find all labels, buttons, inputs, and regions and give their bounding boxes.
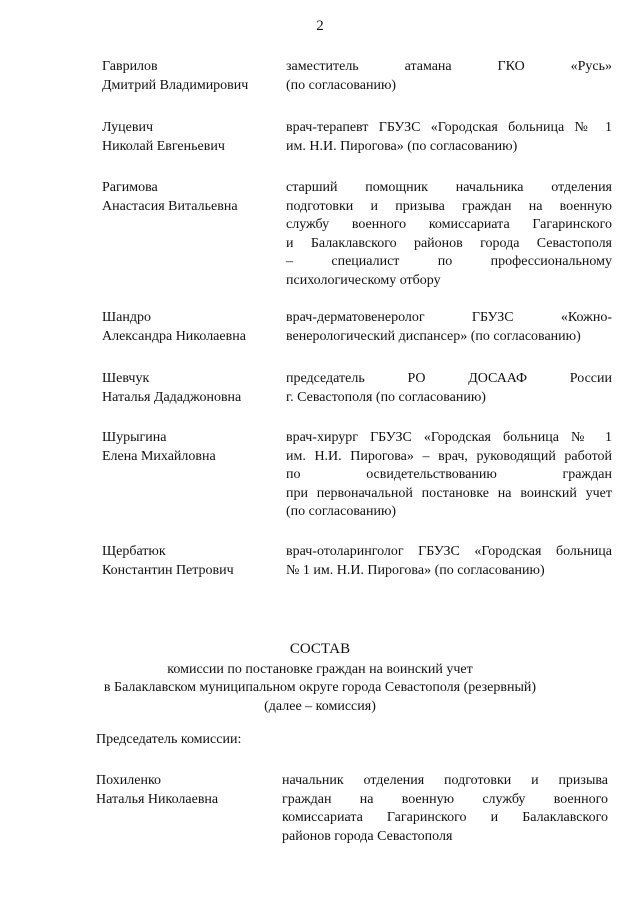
- chair-role-line: комиссариата Гагаринского и Балаклавского: [282, 810, 608, 825]
- chair-role-line: граждан на военную службу военного: [282, 791, 608, 807]
- member-surname: Луцевич: [102, 120, 153, 135]
- section-subtitle-line: (далее – комиссия): [264, 698, 376, 714]
- member-role-line: и Балаклавского районов города Севастополя: [286, 235, 612, 251]
- member-role-line: по освидетельствованию граждан: [286, 467, 612, 482]
- member-role-line: венерологический диспансер» (по согласованию): [286, 328, 581, 344]
- member-role-line: врач-дерматовенеролог ГБУЗС «Кожно-: [286, 310, 612, 325]
- member-name: [102, 370, 277, 407]
- member-surname: Гаврилов: [102, 59, 158, 74]
- composition-heading: [0, 640, 640, 716]
- member-role: [286, 543, 612, 580]
- chair-role: [282, 772, 608, 846]
- member-role-line: № 1 им. Н.И. Пирогова» (по согласованию): [286, 562, 545, 578]
- member-name: [102, 119, 277, 156]
- member-role-line: им. Н.И. Пирогова» – врач, руководящий работой: [286, 448, 612, 464]
- member-role: [286, 179, 612, 290]
- member-role-line: председатель РО ДОСААФ России: [286, 371, 612, 386]
- member-role-line: службу военного комиссариата Гагаринского: [286, 217, 612, 232]
- member-name: [102, 543, 277, 580]
- member-role-line: при первоначальной постановке на воинский учет: [286, 485, 612, 501]
- member-role: [286, 429, 612, 522]
- member-role-line: подготовки и призыва граждан на военную: [286, 198, 612, 214]
- member-role-line: старший помощник начальника отделения: [286, 180, 612, 195]
- member-given-names: Дмитрий Владимирович: [102, 77, 249, 93]
- member-role-line: врач-терапевт ГБУЗС «Городская больница № 1: [286, 120, 612, 135]
- member-given-names: Александра Николаевна: [102, 328, 246, 344]
- chair-name: [96, 772, 271, 809]
- member-role-line: им. Н.И. Пирогова» (по согласованию): [286, 138, 518, 154]
- member-surname: Шандро: [102, 310, 151, 325]
- member-role-line: заместитель атамана ГКО «Русь»: [286, 59, 612, 74]
- member-name: [102, 429, 277, 466]
- member-role-line: – специалист по профессиональному: [286, 254, 612, 269]
- member-surname: Шевчук: [102, 371, 150, 386]
- section-subtitle-line: в Балаклавском муниципальном округе города Севастополя (резервный): [103, 680, 537, 695]
- member-role-line: врач-хирург ГБУЗС «Городская больница № 1: [286, 430, 612, 445]
- member-role: [286, 58, 612, 95]
- page-number: 2: [316, 18, 324, 34]
- member-given-names: Николай Евгеньевич: [102, 138, 225, 154]
- section-subtitle-line: комиссии по постановке граждан на воинский учет: [167, 661, 473, 677]
- member-given-names: Елена Михайловна: [102, 448, 216, 464]
- member-name: [102, 58, 277, 95]
- member-role: [286, 309, 612, 346]
- member-given-names: Наталья Дададжоновна: [102, 389, 242, 405]
- member-surname: Шурыгина: [102, 430, 167, 445]
- member-role-line: (по согласованию): [286, 504, 397, 519]
- chair-role-line: начальник отделения подготовки и призыва: [282, 773, 608, 788]
- chair-given-names: Наталья Николаевна: [96, 791, 219, 807]
- member-role-line: психологическому отбору: [286, 272, 441, 288]
- chair-label: Председатель комиссии:: [96, 732, 242, 747]
- member-role-line: врач-отоларинголог ГБУЗС «Городская больница: [286, 544, 612, 559]
- chair-role-line: районов города Севастополя: [282, 828, 453, 844]
- member-role: [286, 370, 612, 407]
- member-role: [286, 119, 612, 156]
- chair-surname: Похиленко: [96, 773, 162, 788]
- member-surname: Щербатюк: [102, 544, 166, 559]
- member-surname: Рагимова: [102, 180, 158, 195]
- member-given-names: Константин Петрович: [102, 562, 234, 578]
- member-role-line: г. Севастополя (по согласованию): [286, 389, 486, 405]
- member-name: [102, 179, 277, 216]
- member-role-line: (по согласованию): [286, 77, 397, 93]
- member-given-names: Анастасия Витальевна: [102, 198, 238, 214]
- section-title: СОСТАВ: [289, 641, 351, 657]
- member-name: [102, 309, 277, 346]
